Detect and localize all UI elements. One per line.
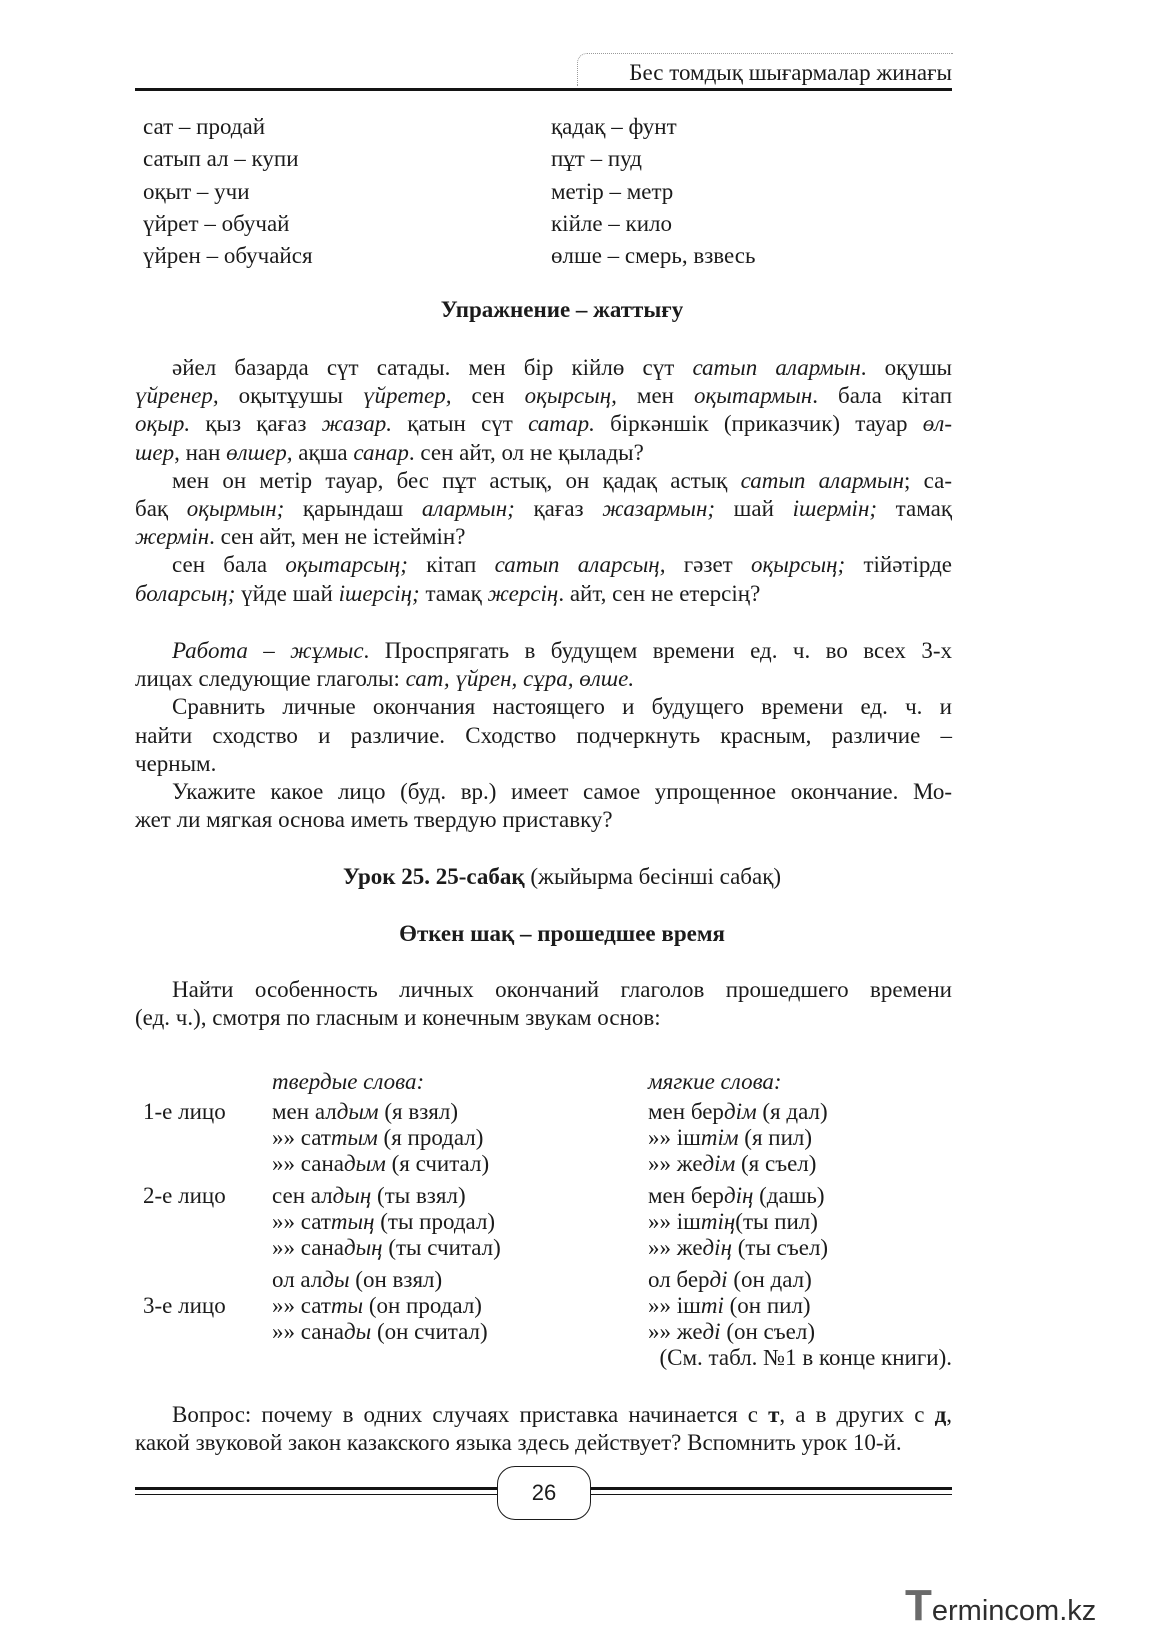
text-run: »» сана — [272, 1235, 344, 1260]
text-run: мен — [616, 383, 695, 409]
paragraph — [135, 551, 952, 607]
italic-text-run: ты — [330, 1293, 364, 1318]
italic-text-run: оқырсың; — [751, 552, 846, 578]
hard-form — [272, 1099, 458, 1125]
text-run: тійәтірде — [845, 552, 952, 578]
italic-text-run: дың — [332, 1183, 372, 1208]
text-run: . Проспрягать в будущем времени ед. ч. во всех 3-х — [363, 638, 953, 663]
text-line — [135, 1429, 952, 1457]
conjugation-row — [143, 1319, 952, 1345]
conjugation-row — [143, 1151, 952, 1177]
text-run: (он считал) — [371, 1319, 488, 1344]
hard-form — [272, 1267, 442, 1293]
soft-form — [648, 1267, 812, 1293]
text-run: оқытұушы — [218, 383, 363, 409]
italic-text-run: алармын; — [421, 496, 515, 522]
text-line — [135, 382, 952, 410]
italic-text-run: жерсің — [487, 580, 559, 606]
vocabulary-item: кійле – кило — [551, 210, 673, 236]
hard-form — [272, 1293, 482, 1319]
soft-form — [648, 1125, 812, 1151]
text-run: . айт, сен не етерсің? — [558, 580, 761, 606]
text-run: шай — [715, 496, 793, 522]
vocabulary-item: пұт – пуд — [551, 146, 642, 172]
italic-text-run: Работа – жұмыс — [172, 638, 364, 663]
text-run: әйел базарда сүт сатады. мен бір кійлө сүт — [172, 355, 693, 380]
lesson-intro-text — [135, 976, 952, 1032]
text-run: (я считал) — [385, 1151, 490, 1176]
hard-words-header: твердые слова: — [272, 1069, 425, 1094]
paragraph — [135, 467, 952, 552]
conjugation-row — [143, 1099, 952, 1125]
text-run: (ты пил) — [735, 1209, 818, 1234]
text-run: , а в других с — [779, 1402, 935, 1427]
italic-text-run: дің — [723, 1183, 754, 1208]
paragraph — [135, 637, 952, 693]
vocabulary-item: метір – метр — [551, 178, 674, 204]
vocabulary-item: сат – продай — [143, 114, 266, 139]
text-line — [135, 722, 952, 750]
text-run: (ты съел) — [731, 1235, 829, 1260]
conjugation-row — [143, 1125, 952, 1151]
text-run: ол ал — [272, 1267, 323, 1292]
person-label: 1-е лицо — [143, 1099, 226, 1124]
text-run: Укажите какое лицо (буд. вр.) имеет самое упрощенное окончание. Мо- — [172, 779, 952, 805]
exercise-text — [135, 354, 952, 608]
italic-text-run: ды — [322, 1267, 350, 1292]
text-run: лицах следующие глаголы: — [135, 666, 406, 692]
text-run: »» іш — [648, 1293, 701, 1318]
text-run: кітап — [407, 552, 495, 578]
italic-text-run: тым — [330, 1125, 378, 1150]
text-run: жет ли мягкая основа иметь твердую приставку? — [135, 807, 613, 833]
italic-text-run: үйретер, — [363, 383, 452, 409]
text-line — [135, 551, 952, 579]
text-line — [135, 410, 952, 438]
text-run: »» же — [648, 1151, 703, 1176]
italic-text-run: шер — [135, 439, 175, 465]
text-run: »» же — [648, 1319, 703, 1344]
exercise-heading: Упражнение – жаттығу — [440, 297, 684, 322]
text-run: мен он метір тауар, бес пұт астық, он қадақ астық — [172, 467, 741, 493]
italic-text-run: оқырсың, — [524, 383, 617, 409]
text-run: сен ал — [272, 1183, 333, 1208]
text-run: »» сана — [272, 1151, 344, 1176]
soft-form — [648, 1293, 811, 1319]
text-run: »» іш — [648, 1125, 701, 1150]
text-run: біркәншік (приказчик) тауар — [594, 411, 923, 437]
person-label: 3-е лицо — [143, 1293, 226, 1318]
conjugation-row — [143, 1293, 952, 1319]
text-run: »» сат — [272, 1293, 331, 1318]
text-line — [135, 439, 952, 467]
text-run: »» же — [648, 1235, 703, 1260]
vocabulary-item: қадақ – фунт — [551, 114, 677, 139]
text-run: . бала кітап — [812, 383, 952, 409]
text-line — [135, 806, 952, 834]
text-run: (ты считал) — [382, 1235, 501, 1260]
italic-text-run: ді — [709, 1267, 728, 1292]
conjugation-table — [143, 1068, 952, 1358]
table-reference-note: (См. табл. №1 в конце книги). — [659, 1345, 952, 1370]
text-run: Вопрос: почему в одних случаях приставка начинается с — [172, 1402, 769, 1427]
text-line — [135, 750, 952, 778]
italic-text-run: жермін — [135, 524, 210, 550]
italic-text-run: ды — [343, 1319, 372, 1344]
conjugation-row — [143, 1183, 952, 1209]
text-line — [135, 976, 952, 1004]
italic-text-run: дің — [702, 1235, 732, 1260]
hard-form — [272, 1319, 488, 1345]
text-run: (я взял) — [378, 1099, 459, 1124]
page-number: 26 — [497, 1466, 591, 1520]
text-run: гәзет — [665, 552, 751, 578]
text-line — [135, 637, 952, 665]
paragraph — [135, 1401, 952, 1457]
text-run: мен ал — [272, 1099, 337, 1124]
text-run: (ты взял) — [371, 1183, 466, 1208]
text-run: . сен айт, мен не істеймін? — [209, 524, 466, 550]
text-run: (я пил) — [738, 1125, 813, 1150]
text-run: қағаз — [514, 496, 603, 522]
text-run: »» іш — [648, 1209, 701, 1234]
text-run: черным. — [135, 750, 217, 776]
text-run: (он дал) — [727, 1267, 812, 1292]
italic-text-run: боларсың; — [135, 580, 236, 606]
soft-words-header: мягкие слова: — [648, 1069, 782, 1094]
bold-text-run: д — [934, 1402, 947, 1427]
paragraph — [135, 778, 952, 834]
text-run: ; са- — [903, 467, 952, 493]
vocabulary-item: оқыт – учи — [143, 178, 250, 204]
header-rule — [135, 88, 952, 91]
text-run: »» сана — [272, 1319, 344, 1344]
italic-text-run: үйренер, — [135, 383, 219, 409]
text-run: , нан — [174, 439, 227, 465]
italic-text-run: сатар. — [528, 411, 595, 437]
italic-text-run: өл- — [922, 411, 952, 437]
hard-form — [272, 1125, 483, 1151]
lesson-title — [135, 863, 952, 891]
vocabulary-item: өлше – смерь, взвесь — [551, 243, 756, 268]
italic-text-run: оқытарсың; — [285, 552, 408, 578]
italic-text-run: дім — [723, 1099, 757, 1124]
italic-text-run: дың — [343, 1235, 383, 1260]
vocabulary-item: сатып ал – купи — [143, 146, 299, 172]
lesson-subtitle: Өткен шақ – прошедшее время — [399, 921, 725, 946]
hard-form — [272, 1209, 495, 1235]
vocabulary-column-right — [551, 111, 756, 272]
vocabulary-item: үйрет – обучай — [143, 210, 290, 236]
paragraph — [135, 354, 952, 467]
text-run: какой звуковой закон казакского языка здесь действует? Вспомнить урок 10-й. — [135, 1430, 902, 1456]
text-run: қарындаш — [284, 496, 422, 522]
italic-text-run: тің — [700, 1209, 736, 1234]
paragraph — [135, 693, 952, 778]
italic-text-run: тың — [330, 1209, 375, 1234]
italic-text-run: оқыр. — [135, 411, 191, 437]
italic-text-run: сатып алармын — [692, 355, 861, 380]
text-run: (жыйырма бесінші сабақ) — [524, 864, 782, 889]
text-run: мен бер — [648, 1183, 724, 1208]
text-run: . сен айт, ол не қылады? — [408, 439, 644, 465]
bold-text-run: т — [768, 1402, 780, 1427]
text-run: . оқушы — [860, 355, 952, 380]
text-run: (он съел) — [720, 1319, 815, 1344]
italic-text-run: сат, үйрен, сұра, өлше. — [405, 666, 635, 692]
soft-form — [648, 1183, 825, 1209]
italic-text-run: өлшер, — [226, 439, 293, 465]
bold-text-run: Урок 25. 25-сабақ — [342, 864, 525, 889]
italic-text-run: санар — [353, 439, 409, 465]
conjugation-row — [143, 1267, 952, 1293]
hard-form — [272, 1183, 466, 1209]
text-run: қыз қағаз — [190, 411, 322, 437]
italic-text-run: жазар. — [321, 411, 392, 437]
text-run: ақша — [292, 439, 354, 465]
italic-text-run: дім — [702, 1151, 736, 1176]
hard-form — [272, 1235, 501, 1261]
watermark-logo: Termincom.kz — [905, 1581, 1097, 1630]
text-line — [135, 523, 952, 551]
text-run: »» сат — [272, 1125, 331, 1150]
paragraph — [135, 976, 952, 1032]
text-run: тамақ — [419, 580, 488, 606]
text-run: (я продал) — [377, 1125, 484, 1150]
text-line — [135, 1401, 952, 1429]
conjugation-rows — [143, 1099, 952, 1345]
text-run: , — [946, 1402, 952, 1427]
text-run: (ед. ч.), смотря по гласным и конечным звукам основ: — [135, 1005, 661, 1031]
italic-text-run: ішерсің; — [338, 580, 420, 606]
text-run: сен — [451, 383, 525, 409]
person-label: 2-е лицо — [143, 1183, 226, 1208]
italic-text-run: сатып аларсың, — [494, 552, 666, 578]
text-run: ол бер — [648, 1267, 710, 1292]
hard-form — [272, 1151, 489, 1177]
soft-form — [648, 1235, 828, 1261]
running-header-title: Бес томдық шығармалар жинағы — [629, 60, 952, 85]
text-run: тамақ — [877, 496, 952, 522]
italic-text-run: ді — [702, 1319, 721, 1344]
vocabulary-item: үйрен – обучайся — [143, 243, 313, 268]
soft-form — [648, 1209, 818, 1235]
text-run: (ты продал) — [374, 1209, 496, 1234]
soft-form — [648, 1099, 828, 1125]
text-line — [135, 580, 952, 608]
text-line — [135, 665, 952, 693]
text-run: найти сходство и различие. Сходство подчеркнуть красным, различие – — [135, 722, 952, 748]
text-run: бақ — [135, 496, 187, 522]
italic-text-run: сатып алармын — [740, 467, 904, 493]
text-run: үйде шай — [235, 580, 339, 606]
soft-form — [648, 1319, 815, 1345]
work-assignment-text — [135, 637, 952, 834]
italic-text-run: ті — [700, 1293, 724, 1318]
text-run: (я дал) — [756, 1099, 828, 1124]
text-run: мен бер — [648, 1099, 724, 1124]
conjugation-row — [143, 1209, 952, 1235]
text-line — [135, 693, 952, 721]
text-run: Сравнить личные окончания настоящего и будущего времени ед. ч. и — [172, 694, 952, 720]
text-run: (я съел) — [735, 1151, 817, 1176]
text-run: қатын сүт — [391, 411, 529, 437]
text-run: (он продал) — [363, 1293, 482, 1318]
conjugation-row — [143, 1235, 952, 1261]
italic-text-run: дым — [343, 1151, 386, 1176]
vocabulary-column-left — [143, 111, 313, 272]
text-run: (дашь) — [753, 1183, 825, 1208]
italic-text-run: оқытармын — [694, 383, 813, 409]
text-line — [135, 1004, 952, 1032]
text-run: Найти особенность личных окончаний глаголов прошедшего времени — [172, 977, 952, 1002]
soft-form — [648, 1151, 816, 1177]
text-line — [135, 495, 952, 523]
text-line — [135, 778, 952, 806]
text-line — [135, 467, 952, 495]
italic-text-run: дым — [336, 1099, 379, 1124]
text-run: »» сат — [272, 1209, 331, 1234]
italic-text-run: оқырмын; — [186, 496, 285, 522]
conjugation-table-header — [143, 1068, 952, 1096]
text-run: (он взял) — [349, 1267, 443, 1292]
text-line — [135, 354, 952, 382]
italic-text-run: тім — [700, 1125, 739, 1150]
italic-text-run: жазармын; — [602, 496, 716, 522]
italic-text-run: ішермін; — [792, 496, 878, 522]
question-text — [135, 1401, 952, 1457]
text-run: (он пил) — [723, 1293, 811, 1318]
text-run: сен бала — [172, 552, 286, 578]
